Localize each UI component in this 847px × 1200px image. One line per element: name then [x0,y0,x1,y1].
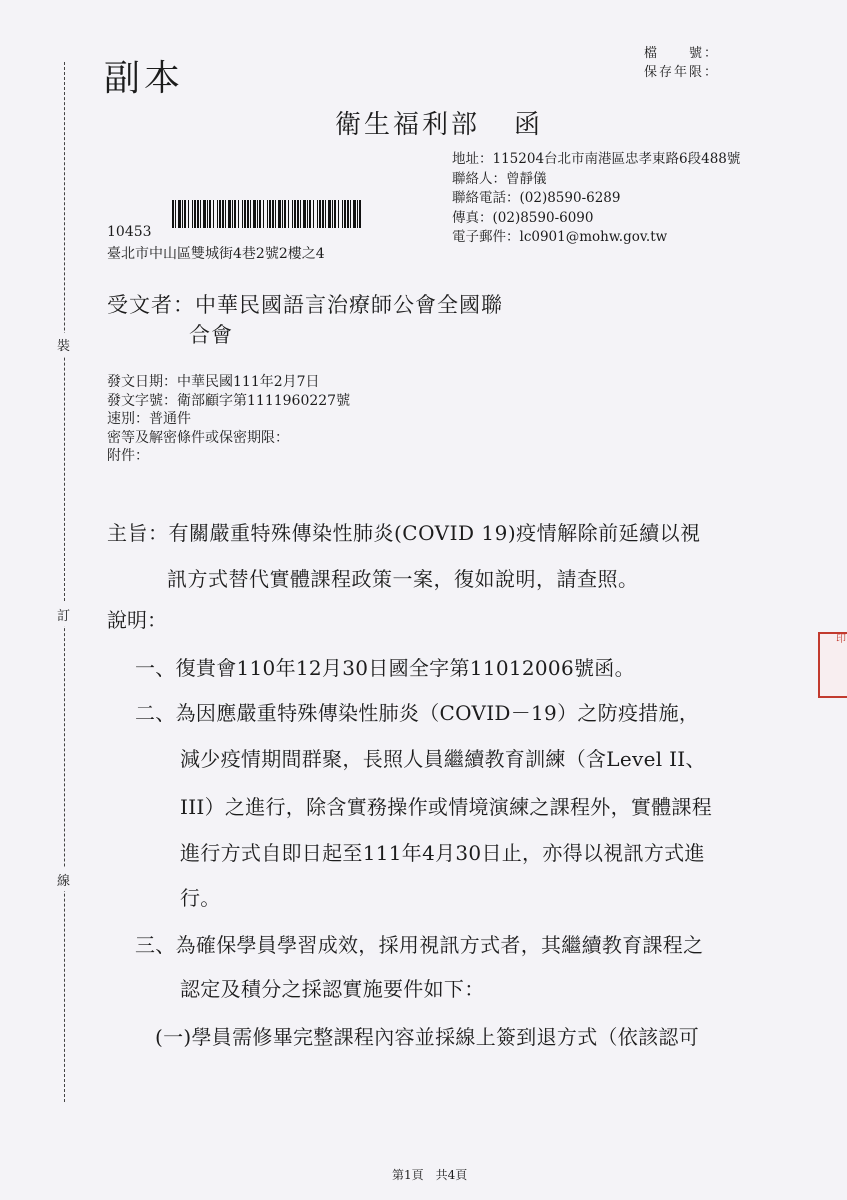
item-2-line-3: III）之進行，除含實務操作或情境演練之課程外，實體課程 [180,795,713,819]
dispatch-meta [107,373,350,466]
confidentiality: 密等及解密條件或保密期限： [107,429,289,446]
barcode-bar [269,200,271,228]
barcode-bar [253,200,256,228]
barcode-bar [353,200,356,228]
barcode-bar [213,200,214,228]
barcode-bar [175,200,176,228]
barcode-bar [259,200,261,228]
subject-line-2: 訊方式替代實體課程政策一案，復如說明，請查照。 [167,567,639,591]
file-number-row [644,44,720,63]
recipient-name-cont: 合會 [189,323,233,347]
barcode-bar [350,200,351,228]
contact-fax: 傳真：(02)8590-6090 [452,209,594,226]
file-number-label: 檔 號： [644,46,720,61]
binding-line [64,62,65,1102]
contact-email: 電子郵件：lc0901@mohw.gov.tw [452,229,668,245]
barcode-bar [200,200,201,228]
barcode-bar [278,200,281,228]
barcode-bar [267,200,268,228]
mailing-zip: 10453 [107,224,152,240]
barcode-bar [294,200,296,228]
barcode-bar [172,200,174,228]
binding-mark-zhuang: 裝 [57,333,70,356]
retention-label: 保存年限： [644,65,720,80]
barcode-bar [234,200,236,228]
contact-address: 地址：115204台北市南港區忠孝東路6段488號 [452,151,741,167]
item-3-line-1: 三、為確保學員學習成效，採用視訊方式者，其繼續教育課程之 [135,933,704,957]
contact-block [452,150,740,248]
barcode-bar [192,200,193,228]
barcode-bar [297,200,299,228]
barcode-bar [288,200,289,228]
barcode-bar [250,200,251,228]
recipient [107,290,503,350]
seal-text: 印 [836,634,846,645]
agency-name: 衛生福利部 [335,110,481,140]
barcode-bar [322,200,324,228]
barcode-bar [225,200,226,228]
barcode-bar [300,200,301,228]
subject-line-1: 主旨：有關嚴重特殊傳染性肺炎(COVID 19)疫情解除前延續以視 [107,521,701,545]
barcode-bar [319,200,321,228]
barcode-bar [325,200,326,228]
barcode-bar [247,200,249,228]
copy-mark: 副本 [104,58,185,99]
barcode-bar [313,200,314,228]
red-seal [818,632,847,698]
item-2-line-4: 進行方式自即日起至111年4月30日止，亦得以視訊方式進 [180,841,705,865]
barcode-bar [238,200,239,228]
barcode-bar [334,200,336,228]
barcode-bar [178,200,181,228]
subject [107,510,701,602]
barcode-bar [197,200,199,228]
page-footer: 第1頁 共4頁 [392,1168,468,1182]
barcode-bar [184,200,186,228]
binding-mark-xian: 線 [57,868,70,891]
barcode-bar [228,200,231,228]
contact-person: 聯絡人：曾靜儀 [452,170,547,187]
document-type: 函 [514,110,544,140]
barcode-bar [282,200,283,228]
barcode-bar [217,200,218,228]
barcode-bar [272,200,274,228]
barcode-bar [194,200,196,228]
barcode-bar [209,200,211,228]
barcode-bar [328,200,331,228]
urgency: 速別：普通件 [107,411,191,427]
recipient-name: 中華民國語言治療師公會全國聯 [195,293,503,317]
binding-mark-ding: 訂 [57,603,70,626]
barcode-bar [303,200,306,228]
barcode-bar [263,200,264,228]
barcode-bar [342,200,343,228]
barcode [172,200,364,228]
item-3-1: (一)學員需修畢完整課程內容並採線上簽到退方式（依該認可 [155,1025,700,1049]
barcode-bar [347,200,349,228]
barcode-bar [207,200,208,228]
barcode-bar [344,200,346,228]
attachments: 附件： [107,448,149,464]
item-2-line-2: 減少疫情期間群聚，長照人員繼續教育訓練（含Level II、 [180,747,706,771]
contact-phone: 聯絡電話：(02)8590-6289 [452,190,621,206]
item-1: 一、復貴會110年12月30日國全字第11012006號函。 [135,656,635,680]
barcode-bar [357,200,358,228]
barcode-bar [292,200,293,228]
barcode-bar [332,200,333,228]
barcode-bar [275,200,276,228]
barcode-bar [219,200,221,228]
dispatch-number: 發文字號：衛部顧字第1111960227號 [107,392,351,409]
barcode-bar [203,200,206,228]
barcode-bar [244,200,246,228]
item-2-line-1: 二、為因應嚴重特殊傳染性肺炎（COVID－19）之防疫措施， [135,701,700,725]
document-title [335,104,543,141]
barcode-bar [257,200,258,228]
item-2-line-5: 行。 [180,886,221,910]
item-3-line-2: 認定及積分之採認實施要件如下： [180,977,485,1001]
barcode-bar [222,200,224,228]
barcode-bar [232,200,233,228]
barcode-bar [284,200,286,228]
barcode-bar [188,200,189,228]
barcode-bar [242,200,243,228]
barcode-bar [182,200,183,228]
mailing-address: 臺北市中山區雙城街4巷2號2樓之4 [107,246,325,262]
barcode-bar [338,200,339,228]
recipient-label: 受文者： [107,293,195,317]
dispatch-date: 發文日期：中華民國111年2月7日 [107,374,320,390]
barcode-bar [309,200,311,228]
description-label: 說明： [107,608,167,632]
retention-row [644,63,720,82]
file-meta [644,44,720,82]
barcode-bar [359,200,361,228]
barcode-bar [317,200,318,228]
barcode-bar [307,200,308,228]
